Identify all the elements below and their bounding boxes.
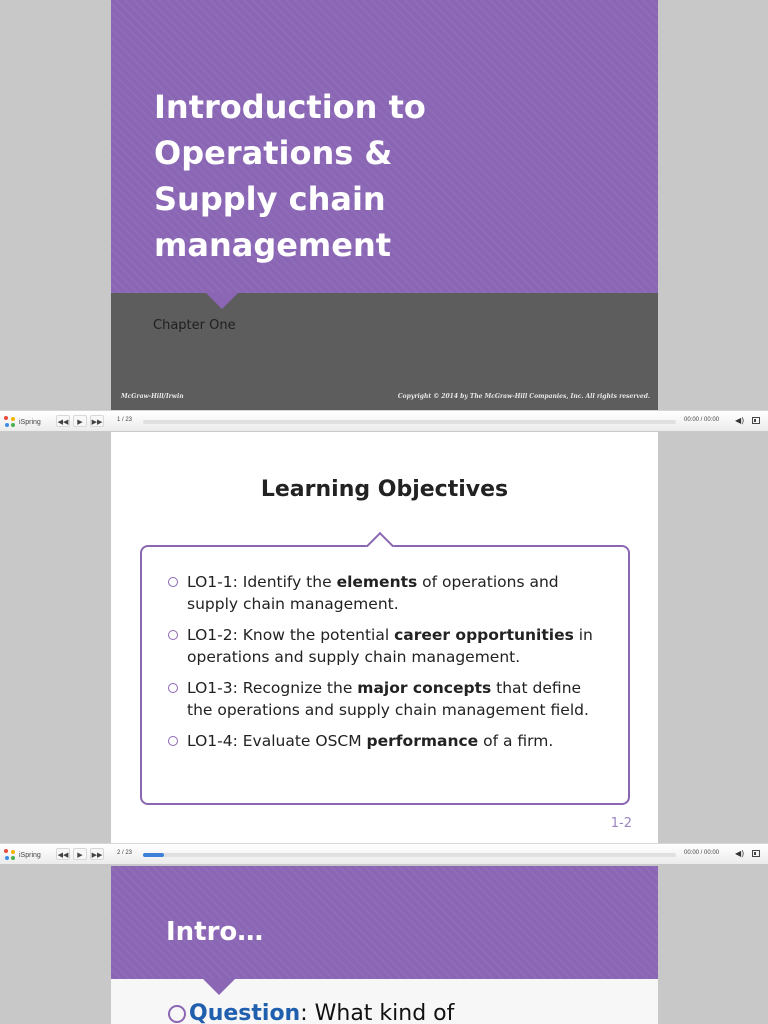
slide-title: Learning Objectives [260, 477, 509, 502]
page-number: 1-2 [610, 816, 632, 831]
title-line: management [154, 226, 392, 264]
objective-text: LO1-3: Recognize the [187, 679, 358, 697]
ispring-logo-text: iSpring [19, 851, 41, 859]
pointer-notch [206, 293, 238, 309]
menu-icon[interactable] [752, 417, 760, 424]
ispring-logo [4, 415, 41, 429]
circle-bullet-icon [168, 630, 178, 640]
time-display: 00:00 / 00:00 [684, 417, 720, 423]
objective-text: of a firm. [478, 732, 554, 750]
slide-2 [111, 432, 658, 843]
circle-bullet-icon [168, 577, 178, 587]
box-notch [366, 530, 396, 547]
objective-keyword: elements [336, 573, 418, 591]
slide-counter: 1 / 23 [117, 417, 133, 423]
volume-icon[interactable]: ◀) [735, 416, 745, 425]
objective-keyword: major concepts [357, 679, 492, 697]
prev-icon[interactable]: ◀◀ [56, 848, 70, 860]
ispring-logo [4, 848, 41, 862]
menu-icon[interactable] [752, 850, 760, 857]
player-bar [0, 410, 768, 432]
circle-bullet-icon [168, 736, 178, 746]
question-text: : What kind of [300, 1001, 455, 1024]
objective-item [168, 624, 608, 668]
objective-text: of operations and supply chain management. [187, 573, 559, 613]
volume-icon[interactable]: ◀) [735, 849, 745, 858]
player-bar [0, 843, 768, 865]
circle-bullet-icon [168, 683, 178, 693]
progress-bar[interactable] [143, 853, 676, 857]
next-icon[interactable]: ▶▶ [90, 848, 104, 860]
pointer-notch [203, 979, 235, 995]
slide-1 [111, 0, 658, 410]
title-line: Introduction to [154, 88, 426, 126]
objectives-list [168, 571, 608, 761]
ispring-logo-icon [4, 416, 16, 428]
copyright-footer: Copyright © 2014 by The McGraw-Hill Companies, Inc. All rights reserved. [397, 393, 650, 400]
circle-bullet-icon [168, 1005, 186, 1023]
slide-subtitle: Chapter One [153, 318, 236, 333]
objective-keyword: performance [366, 732, 479, 750]
objective-item [168, 571, 608, 615]
ispring-logo-text: iSpring [19, 418, 41, 426]
objective-keyword: career opportunities [394, 626, 574, 644]
ispring-logo-icon [4, 849, 16, 861]
slide-title [154, 84, 614, 268]
objective-text: LO1-4: Evaluate OSCM [187, 732, 367, 750]
objective-item [168, 677, 608, 721]
objective-text: in operations and supply chain management. [187, 626, 593, 666]
title-line: Supply chain [154, 180, 386, 218]
objective-text: LO1-2: Know the potential [187, 626, 395, 644]
time-display: 00:00 / 00:00 [684, 850, 720, 856]
publisher-footer: McGraw-Hill/Irwin [121, 393, 184, 400]
progress-fill [143, 853, 164, 857]
play-icon[interactable]: ▶ [73, 415, 87, 427]
objective-text: LO1-1: Identify the [187, 573, 337, 591]
prev-icon[interactable]: ◀◀ [56, 415, 70, 427]
play-icon[interactable]: ▶ [73, 848, 87, 860]
slide-3 [111, 866, 658, 1024]
question-label: Question [189, 1001, 301, 1024]
slide-title: Intro… [166, 917, 264, 947]
title-line: Operations & [154, 134, 393, 172]
progress-bar[interactable] [143, 420, 676, 424]
slide-counter: 2 / 23 [117, 850, 133, 856]
objective-item [168, 730, 608, 752]
objective-text: that define the operations and supply chain management field. [187, 679, 589, 719]
next-icon[interactable]: ▶▶ [90, 415, 104, 427]
question-line [168, 1001, 454, 1024]
